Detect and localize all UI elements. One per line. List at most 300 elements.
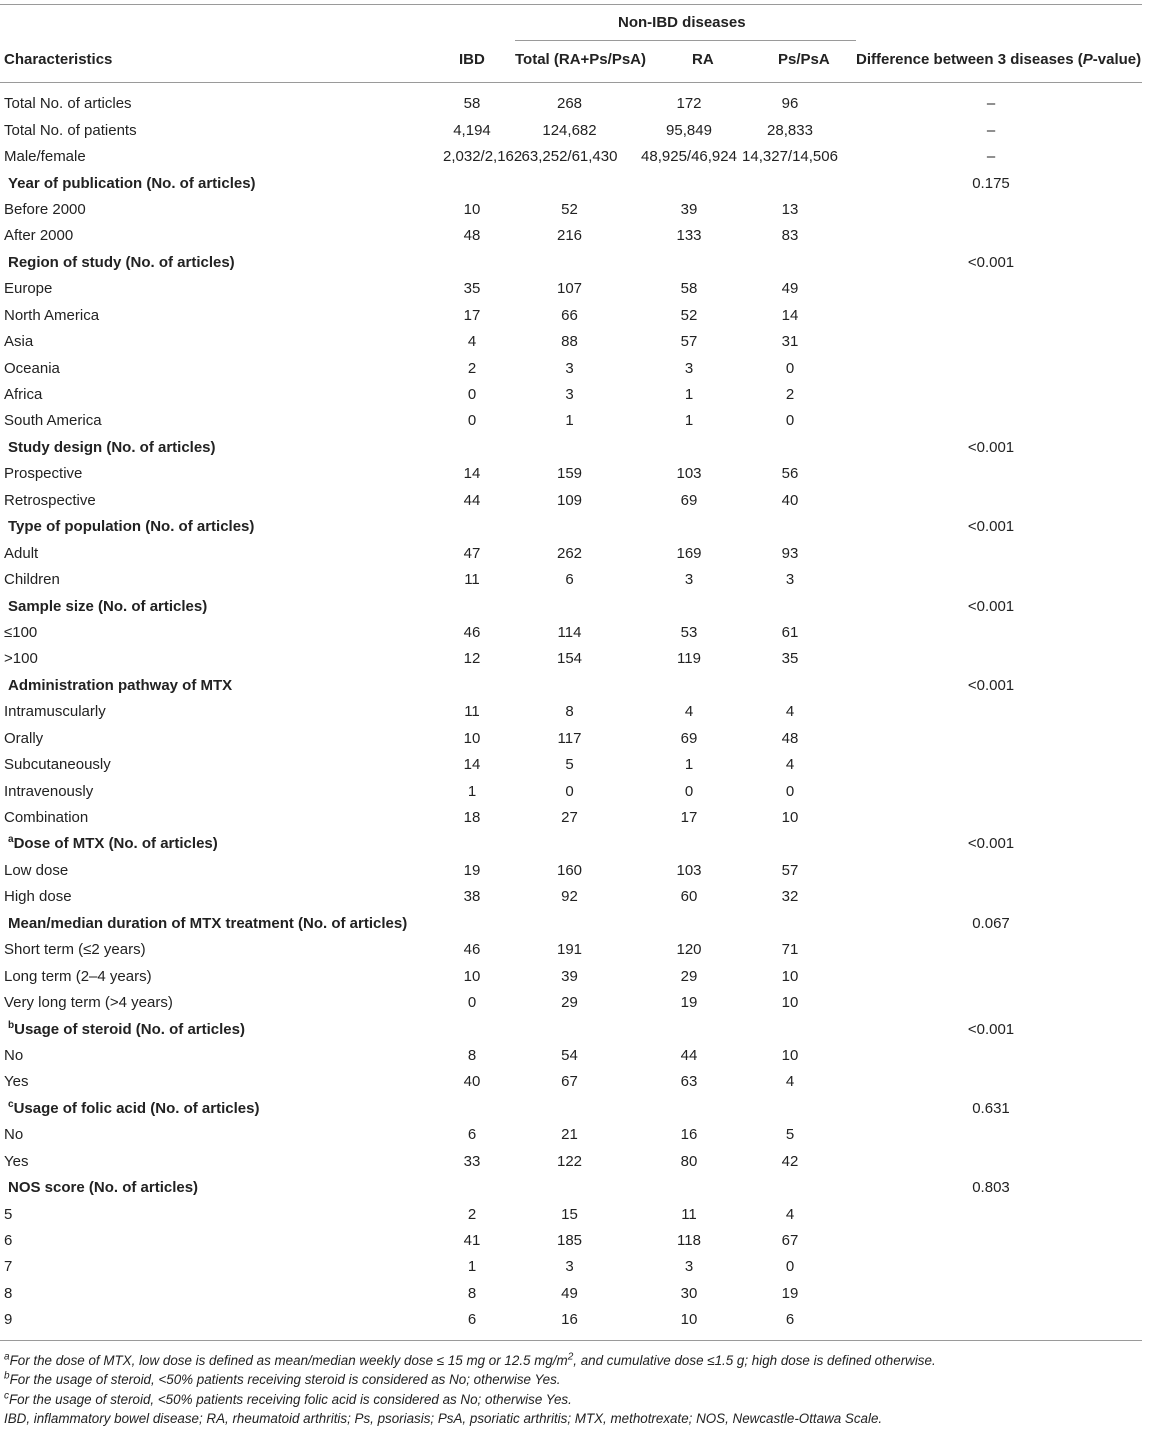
cell-ra <box>638 170 740 196</box>
cell-ps-psa: 83 <box>781 227 799 245</box>
cell-total: 67 <box>561 1073 578 1091</box>
footnote <box>4 1370 1144 1389</box>
cell-ps-psa: 67 <box>781 1232 799 1250</box>
table-row <box>0 223 1142 249</box>
group-header-row <box>0 250 1142 276</box>
cell-total <box>501 911 638 937</box>
cell-ibd <box>443 250 501 276</box>
cell-total: 16 <box>561 1311 578 1329</box>
row-label <box>0 514 443 540</box>
cell-p-value: <0.001 <box>967 438 1015 456</box>
cell-ps-psa: 5 <box>785 1126 795 1144</box>
col-header-characteristics: Characteristics <box>4 51 113 68</box>
row-label-text: Long term (2–4 years) <box>4 967 152 985</box>
cell-total: 63,252/61,430 <box>521 148 618 166</box>
cell-ps-psa <box>740 1096 840 1122</box>
cell-ra: 48,925/46,924 <box>641 148 737 166</box>
cell-total: 92 <box>561 888 578 906</box>
cell-total: 216 <box>556 227 583 245</box>
cell-p-value <box>840 1043 1142 1069</box>
cell-ibd: 10 <box>463 967 481 985</box>
row-label <box>0 303 443 329</box>
cell-ps-psa: 93 <box>781 544 799 562</box>
cell-total: 49 <box>561 1284 578 1302</box>
table-row <box>0 488 1142 514</box>
cell-ibd: 12 <box>463 650 481 668</box>
cell-ra: 63 <box>680 1073 698 1091</box>
group-header-row <box>0 831 1142 857</box>
table-row <box>0 382 1142 408</box>
table-row <box>0 778 1142 804</box>
cell-ibd: 44 <box>463 491 481 509</box>
row-label-text: Yes <box>4 1152 29 1170</box>
row-label-text: Mean/median duration of MTX treatment (No. of articles) <box>8 914 408 932</box>
col-header-total: Total (RA+Ps/PsA) <box>515 51 646 68</box>
row-label-text: Intramuscularly <box>4 703 106 721</box>
row-label-text: Retrospective <box>4 491 96 509</box>
cell-total: 6 <box>565 571 574 589</box>
cell-p-value <box>840 1122 1142 1148</box>
cell-ra: 103 <box>676 861 702 879</box>
cell-ps-psa: 0 <box>785 412 795 430</box>
cell-ps-psa: 2 <box>785 386 795 404</box>
cell-p-value <box>840 303 1142 329</box>
table-row <box>0 1201 1142 1227</box>
cell-ps-psa: 3 <box>785 571 795 589</box>
table-row <box>0 144 1142 170</box>
footnote-marker: a <box>8 834 14 846</box>
cell-total: 0 <box>565 782 574 800</box>
cell-ps-psa <box>740 911 840 937</box>
cell-ibd: 48 <box>463 227 481 245</box>
row-label <box>0 329 443 355</box>
row-label-text: 5 <box>4 1205 13 1223</box>
cell-ibd: 40 <box>463 1073 481 1091</box>
cell-ps-psa: 0 <box>785 359 795 377</box>
cell-ra: 118 <box>677 1232 701 1250</box>
cell-p-value <box>840 1149 1142 1175</box>
col-header-ibd: IBD <box>459 51 485 68</box>
cell-ra: 133 <box>676 227 702 245</box>
data-table <box>0 91 1142 1334</box>
row-label <box>0 858 443 884</box>
row-label-text: Combination <box>4 809 89 827</box>
row-label-text: Study design (No. of articles) <box>8 438 216 456</box>
cell-total <box>501 1175 638 1201</box>
table-body <box>0 91 1142 1334</box>
row-label <box>0 805 443 831</box>
cell-ps-psa <box>740 673 840 699</box>
col-header-difference: Difference between 3 diseases (P-value) <box>856 51 1142 68</box>
cell-ps-psa: 10 <box>781 809 799 827</box>
cell-total: 66 <box>561 306 578 324</box>
cell-ps-psa <box>740 1016 840 1042</box>
cell-p-value <box>840 778 1142 804</box>
cell-ra: 103 <box>676 465 702 483</box>
non-ibd-group-header: Non-IBD diseases <box>618 14 746 31</box>
cell-p-value <box>840 884 1142 910</box>
row-label <box>0 990 443 1016</box>
col-header-ps-psa: Ps/PsA <box>778 51 830 68</box>
cell-ibd <box>443 593 501 619</box>
footnotes <box>4 1351 1144 1429</box>
table-row <box>0 91 1142 117</box>
cell-ps-psa: 0 <box>785 782 795 800</box>
table-row <box>0 540 1142 566</box>
cell-p-value <box>840 329 1142 355</box>
cell-ra: 80 <box>680 1152 698 1170</box>
cell-total: 3 <box>565 386 574 404</box>
cell-p-value <box>840 1307 1142 1333</box>
cell-ibd: 6 <box>467 1126 477 1144</box>
cell-ps-psa <box>740 1175 840 1201</box>
table-row <box>0 117 1142 143</box>
row-label <box>0 567 443 593</box>
cell-total: 191 <box>556 941 583 959</box>
cell-p-value: – <box>986 121 996 139</box>
row-label <box>0 170 443 196</box>
cell-ibd: 47 <box>463 544 481 562</box>
cell-ps-psa: 57 <box>781 861 799 879</box>
cell-ps-psa: 35 <box>781 650 799 668</box>
cell-p-value: – <box>986 95 996 113</box>
cell-p-value <box>840 726 1142 752</box>
row-label <box>0 1228 443 1254</box>
cell-ra: 16 <box>680 1126 698 1144</box>
cell-ps-psa: 4 <box>785 1073 795 1091</box>
cell-ra: 69 <box>680 491 698 509</box>
cell-ra <box>638 250 740 276</box>
table-row <box>0 752 1142 778</box>
group-underline <box>515 40 856 41</box>
row-label <box>0 1281 443 1307</box>
table-row <box>0 408 1142 434</box>
cell-p-value: <0.001 <box>967 676 1015 694</box>
header-rule <box>0 82 1142 83</box>
row-label-text: Yes <box>4 1073 29 1091</box>
cell-ibd: 0 <box>467 412 477 430</box>
cell-ps-psa: 4 <box>785 703 795 721</box>
cell-total: 124,682 <box>542 121 597 139</box>
cell-ps-psa <box>740 250 840 276</box>
cell-p-value <box>840 276 1142 302</box>
row-label <box>0 752 443 778</box>
group-header-row <box>0 673 1142 699</box>
row-label <box>0 1307 443 1333</box>
cell-p-value <box>840 990 1142 1016</box>
cell-ra: 172 <box>676 95 702 113</box>
row-label <box>0 937 443 963</box>
table-row <box>0 620 1142 646</box>
row-label <box>0 435 443 461</box>
cell-total: 159 <box>556 465 583 483</box>
cell-ps-psa: 61 <box>781 623 799 641</box>
cell-total: 109 <box>556 491 583 509</box>
table-row <box>0 1228 1142 1254</box>
row-label-text: Usage of folic acid (No. of articles) <box>13 1099 260 1117</box>
row-label-text: Intravenously <box>4 782 94 800</box>
cell-ra: 29 <box>680 967 698 985</box>
row-label <box>0 593 443 619</box>
row-label-text: >100 <box>4 650 38 668</box>
cell-ibd: 2 <box>467 359 477 377</box>
cell-ibd: 46 <box>463 941 481 959</box>
cell-p-value <box>840 567 1142 593</box>
cell-total <box>501 831 638 857</box>
cell-p-value: 0.803 <box>972 1179 1010 1197</box>
row-label-text: Total No. of patients <box>4 121 137 139</box>
cell-ra: 53 <box>680 623 698 641</box>
group-header-row <box>0 593 1142 619</box>
footnote-marker: a <box>4 1351 10 1363</box>
row-label-text: NOS score (No. of articles) <box>8 1179 199 1197</box>
cell-ra <box>638 831 740 857</box>
cell-total: 8 <box>565 703 574 721</box>
cell-total: 29 <box>561 994 578 1012</box>
cell-total: 88 <box>561 333 578 351</box>
group-header-row <box>0 514 1142 540</box>
row-label <box>0 540 443 566</box>
row-label <box>0 726 443 752</box>
row-label <box>0 1016 443 1042</box>
cell-ibd: 35 <box>463 280 481 298</box>
cell-ra <box>638 593 740 619</box>
cell-ibd: 0 <box>467 994 477 1012</box>
cell-ibd: 41 <box>463 1232 481 1250</box>
cell-p-value <box>840 937 1142 963</box>
cell-ra: 52 <box>680 306 698 324</box>
cell-ra <box>638 911 740 937</box>
row-label <box>0 1043 443 1069</box>
cell-ra: 3 <box>684 1258 694 1276</box>
cell-ibd <box>443 831 501 857</box>
top-rule <box>0 4 1142 5</box>
group-header-row <box>0 911 1142 937</box>
cell-ibd: 14 <box>463 465 481 483</box>
row-label <box>0 408 443 434</box>
cell-ps-psa: 4 <box>785 1205 795 1223</box>
cell-ibd: 1 <box>467 782 477 800</box>
cell-total <box>501 593 638 619</box>
row-label-text: Sample size (No. of articles) <box>8 597 208 615</box>
row-label-text: No <box>4 1126 24 1144</box>
cell-ra: 11 <box>681 1205 697 1223</box>
cell-ibd: 19 <box>463 861 481 879</box>
cell-ibd: 38 <box>463 888 481 906</box>
cell-p-value <box>840 223 1142 249</box>
footnote-marker: c <box>8 1098 14 1110</box>
row-label-text: South America <box>4 412 102 430</box>
cell-total <box>501 673 638 699</box>
cell-p-value <box>840 1069 1142 1095</box>
cell-ps-psa: 14 <box>781 306 799 324</box>
table-row <box>0 646 1142 672</box>
cell-p-value <box>840 540 1142 566</box>
cell-ra: 19 <box>680 994 698 1012</box>
row-label <box>0 1149 443 1175</box>
cell-ibd: 33 <box>463 1152 481 1170</box>
cell-ra: 3 <box>684 571 694 589</box>
cell-ibd: 8 <box>467 1284 477 1302</box>
row-label-text: Prospective <box>4 465 83 483</box>
table-row <box>0 858 1142 884</box>
cell-ibd <box>443 1016 501 1042</box>
row-label <box>0 461 443 487</box>
footnote <box>4 1390 1144 1409</box>
cell-ra <box>638 435 740 461</box>
row-label-text: 6 <box>4 1232 13 1250</box>
cell-ibd <box>443 170 501 196</box>
row-label <box>0 382 443 408</box>
cell-p-value <box>840 461 1142 487</box>
cell-ra: 95,849 <box>666 121 712 139</box>
table-row <box>0 1307 1142 1333</box>
cell-ps-psa: 28,833 <box>767 121 813 139</box>
cell-total: 5 <box>565 756 574 774</box>
row-label-text: Administration pathway of MTX <box>8 676 233 694</box>
table-row <box>0 990 1142 1016</box>
cell-ps-psa: 42 <box>781 1152 799 1170</box>
cell-ibd: 10 <box>463 729 481 747</box>
footnote-text: , and cumulative dose ≤1.5 g; high dose is defined otherwise. <box>573 1353 936 1368</box>
row-label <box>0 488 443 514</box>
cell-total: 154 <box>556 650 583 668</box>
cell-p-value <box>840 752 1142 778</box>
footnote-text: For the usage of steroid, <50% patients receiving folic acid is considered as No; otherwise Yes. <box>9 1391 572 1407</box>
bottom-rule <box>0 1340 1142 1341</box>
table-row <box>0 197 1142 223</box>
row-label-text: No <box>4 1046 24 1064</box>
cell-p-value: 0.175 <box>972 174 1010 192</box>
cell-ra <box>638 1016 740 1042</box>
cell-ps-psa: 14,327/14,506 <box>742 148 838 166</box>
cell-p-value <box>840 699 1142 725</box>
cell-p-value <box>840 488 1142 514</box>
table-row <box>0 1122 1142 1148</box>
cell-p-value: <0.001 <box>967 1020 1015 1038</box>
cell-ps-psa: 56 <box>781 465 799 483</box>
row-label-text: Children <box>4 571 60 589</box>
cell-ra: 57 <box>680 333 698 351</box>
cell-ibd <box>443 514 501 540</box>
row-label-text: 7 <box>4 1258 13 1276</box>
cell-p-value: – <box>986 148 996 166</box>
table-row <box>0 1069 1142 1095</box>
row-label <box>0 1175 443 1201</box>
cell-ra <box>638 514 740 540</box>
cell-total: 262 <box>556 544 583 562</box>
table-row <box>0 699 1142 725</box>
row-label-text: Year of publication (No. of articles) <box>8 174 256 192</box>
cell-ibd <box>443 435 501 461</box>
cell-ps-psa: 10 <box>781 1046 799 1064</box>
cell-total: 3 <box>565 359 574 377</box>
row-label <box>0 1069 443 1095</box>
cell-total <box>501 250 638 276</box>
table-row <box>0 805 1142 831</box>
cell-ibd: 14 <box>463 756 481 774</box>
footnote-text: IBD, inflammatory bowel disease; RA, rheumatoid arthritis; Ps, psoriasis; PsA, psoriatic arthritis; MTX, methotrexate; NOS, Newcastle-Ottawa Scale. <box>4 1411 883 1427</box>
cell-ps-psa: 4 <box>785 756 795 774</box>
cell-total <box>501 1016 638 1042</box>
cell-ra: 1 <box>684 386 694 404</box>
table-row <box>0 1149 1142 1175</box>
cell-ibd: 4 <box>467 333 477 351</box>
cell-total: 21 <box>561 1126 578 1144</box>
cell-ps-psa <box>740 514 840 540</box>
cell-total <box>501 1096 638 1122</box>
cell-ibd: 46 <box>463 623 481 641</box>
table-row <box>0 276 1142 302</box>
cell-total: 27 <box>561 809 578 827</box>
cell-p-value: <0.001 <box>967 597 1015 615</box>
footnote-text: For the dose of MTX, low dose is defined as mean/median weekly dose ≤ 15 mg or 12.5 mg/m <box>9 1353 568 1368</box>
table-row <box>0 726 1142 752</box>
cell-ibd: 17 <box>463 306 481 324</box>
cell-ra: 119 <box>677 650 701 668</box>
cell-total: 39 <box>561 967 578 985</box>
row-label-text: Very long term (>4 years) <box>4 994 173 1012</box>
cell-ra: 30 <box>680 1284 698 1302</box>
group-header-row <box>0 170 1142 196</box>
cell-ps-psa: 10 <box>781 967 799 985</box>
row-label <box>0 620 443 646</box>
cell-p-value <box>840 197 1142 223</box>
cell-p-value <box>840 858 1142 884</box>
cell-ra: 0 <box>684 782 694 800</box>
footnote-text: For the usage of steroid, <50% patients receiving steroid is considered as No; otherwise Yes. <box>9 1372 561 1388</box>
cell-ra: 10 <box>680 1311 698 1329</box>
cell-total: 117 <box>557 729 582 747</box>
cell-ra: 1 <box>684 412 694 430</box>
cell-total: 268 <box>556 95 583 113</box>
table-row <box>0 303 1142 329</box>
cell-p-value: 0.631 <box>972 1099 1010 1117</box>
cell-ra <box>638 673 740 699</box>
row-label-text: Subcutaneously <box>4 756 111 774</box>
group-header-row <box>0 1016 1142 1042</box>
cell-p-value <box>840 1201 1142 1227</box>
table-row <box>0 884 1142 910</box>
cell-p-value: <0.001 <box>967 253 1015 271</box>
cell-ibd: 8 <box>467 1046 477 1064</box>
cell-ibd <box>443 673 501 699</box>
cell-p-value <box>840 382 1142 408</box>
cell-p-value <box>840 355 1142 381</box>
cell-p-value <box>840 646 1142 672</box>
cell-ibd: 4,194 <box>453 121 491 139</box>
row-label <box>0 831 443 857</box>
footnote-marker: c <box>4 1390 9 1402</box>
cell-ps-psa: 32 <box>781 888 799 906</box>
cell-ps-psa: 10 <box>781 994 799 1012</box>
cell-ps-psa: 49 <box>781 280 799 298</box>
cell-ibd <box>443 1175 501 1201</box>
cell-total: 52 <box>561 200 578 218</box>
row-label-text: High dose <box>4 888 72 906</box>
cell-p-value: <0.001 <box>967 518 1015 536</box>
cell-ibd <box>443 1096 501 1122</box>
cell-ra: 60 <box>680 888 698 906</box>
cell-p-value <box>840 805 1142 831</box>
cell-ibd: 11 <box>464 703 480 721</box>
cell-p-value <box>840 963 1142 989</box>
row-label <box>0 223 443 249</box>
cell-ra: 17 <box>680 809 698 827</box>
row-label <box>0 911 443 937</box>
table-row <box>0 461 1142 487</box>
cell-ibd: 18 <box>463 809 481 827</box>
